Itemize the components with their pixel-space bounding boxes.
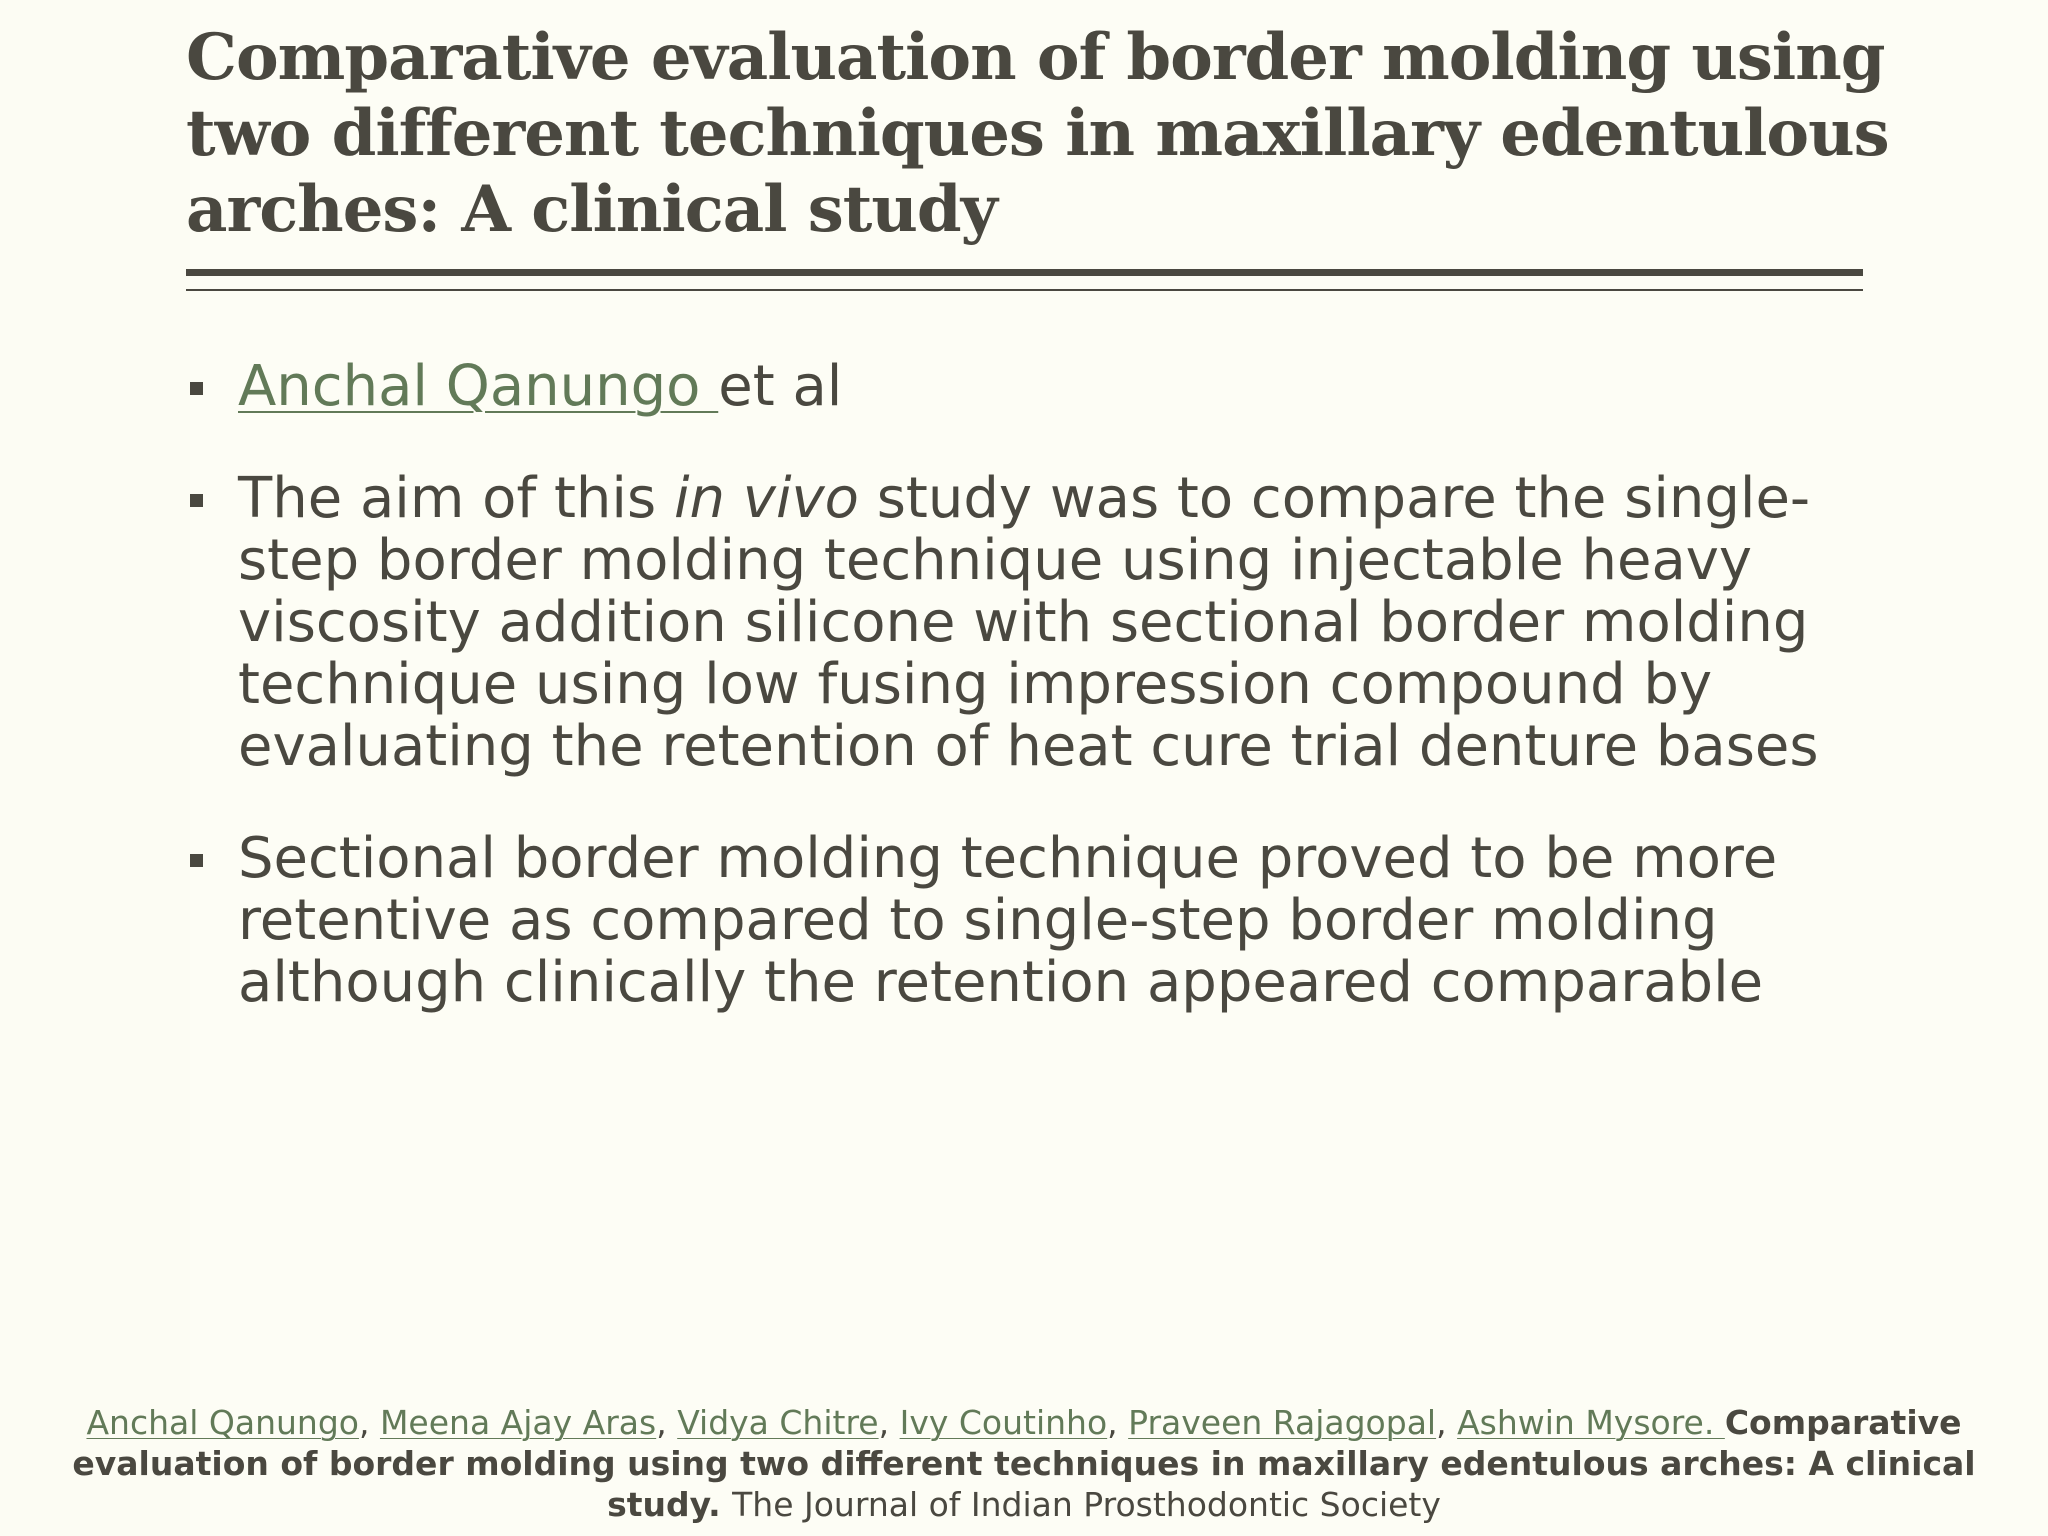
aim-text-after: study was to compare the single-step border molding technique using injectable heavy viscosity addition silicone with sectional border molding technique using low fusing impression compound by evaluating the retention of heat cure trial denture bases — [238, 466, 1819, 779]
aim-text-italic: in vivo — [673, 466, 859, 531]
citation-separator: , — [1436, 1403, 1458, 1442]
title-rule-thin — [186, 289, 1863, 291]
bullet-square-icon — [190, 854, 203, 867]
bullet-square-icon — [190, 382, 203, 395]
citation-author-link[interactable]: Anchal Qanungo — [86, 1403, 359, 1442]
citation-author-link[interactable]: Ashwin Mysore. — [1457, 1403, 1725, 1442]
citation-separator: , — [1107, 1403, 1129, 1442]
citation-author-link[interactable]: Praveen Rajagopal — [1128, 1403, 1437, 1442]
citation-footer — [40, 1402, 2008, 1525]
citation-separator: , — [656, 1403, 678, 1442]
author-suffix: et al — [718, 354, 843, 419]
bullet-authors — [186, 356, 1906, 418]
citation-separator: , — [358, 1403, 380, 1442]
slide-left-band — [0, 0, 190, 1536]
bullet-square-icon — [190, 494, 203, 507]
bullet-aim — [186, 468, 1906, 778]
citation-author-link[interactable]: Meena Ajay Aras — [379, 1403, 657, 1442]
citation-separator: , — [878, 1403, 900, 1442]
citation-journal: The Journal of Indian Prosthodontic Society — [732, 1485, 1441, 1524]
citation-author-link[interactable]: Vidya Chitre — [677, 1403, 879, 1442]
title-rule-thick — [186, 269, 1863, 276]
citation-title: Comparative evaluation of border molding using two different techniques in maxillary edentulous arches: A clinical study. — [72, 1403, 1976, 1524]
slide-title: Comparative evaluation of border molding using two different techniques in maxillary edentulous arches: A clinical study — [186, 20, 1889, 247]
citation-author-link[interactable]: Ivy Coutinho — [899, 1403, 1108, 1442]
conclusion-text: Sectional border molding technique proved to be more retentive as compared to single-step border molding although clinically the retention appeared comparable — [238, 826, 1778, 1015]
bullet-conclusion — [186, 828, 1906, 1014]
bullet-list — [186, 356, 1906, 1064]
author-link[interactable]: Anchal Qanungo — [238, 354, 719, 419]
aim-text-before: The aim of this — [238, 466, 674, 531]
